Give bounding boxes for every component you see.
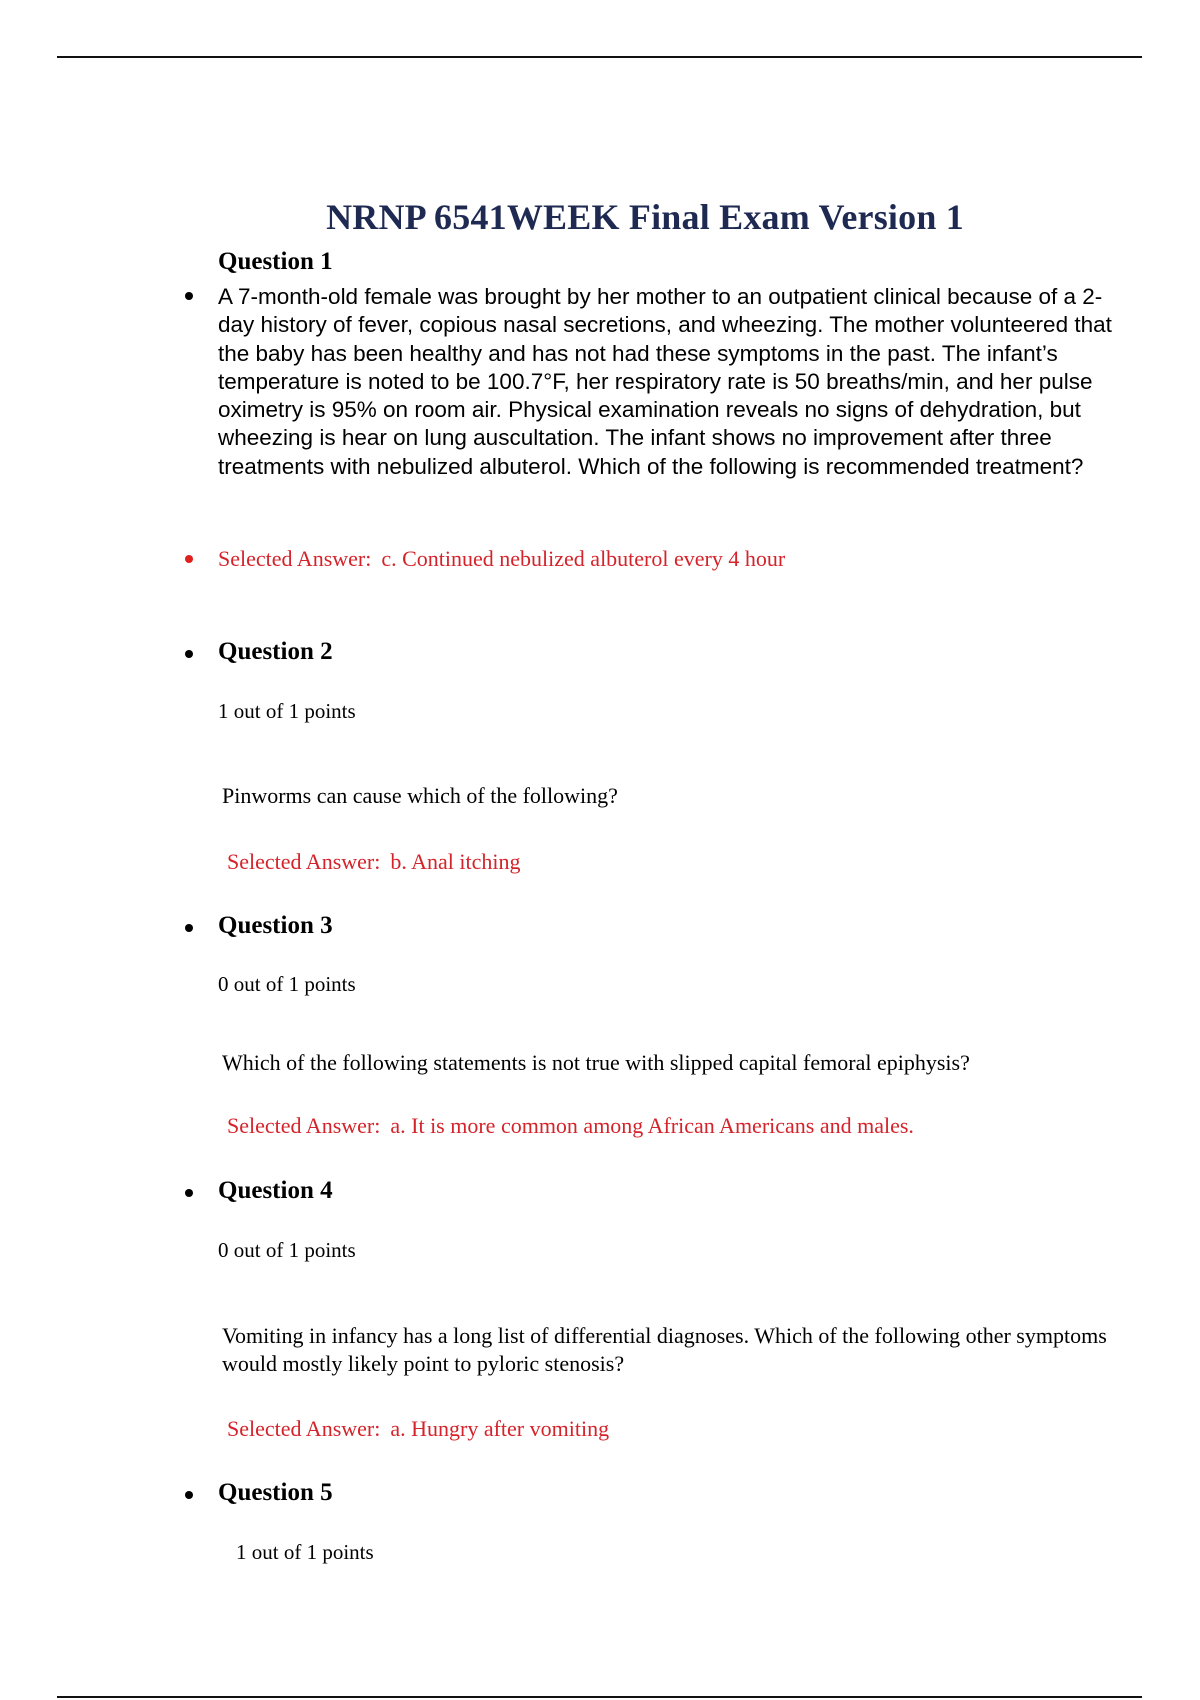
selected-answer-value: a. It is more common among African Americans and males. [390,1113,914,1138]
question-2-text: Pinworms can cause which of the following? [222,783,618,808]
question-3-selected-answer [227,1113,914,1139]
question-2-selected-answer [227,849,521,875]
question-5-heading: Question 5 [218,1479,333,1506]
selected-answer-label: Selected Answer: [227,1113,381,1138]
bullet-icon [185,924,193,932]
question-5-points: 1 out of 1 points [236,1540,374,1564]
question-3-points: 0 out of 1 points [218,972,356,996]
question-2-points: 1 out of 1 points [218,699,356,723]
question-2-heading: Question 2 [218,638,333,665]
selected-answer-value: b. Anal itching [390,849,521,874]
selected-answer-label: Selected Answer: [218,546,372,571]
question-3-text: Which of the following statements is not true with slipped capital femoral epiphysis? [222,1050,970,1075]
question-4-points: 0 out of 1 points [218,1238,356,1262]
bullet-icon [185,292,193,300]
question-4-text: Vomiting in infancy has a long list of differential diagnoses. Which of the following other symptoms would mostly likely point to pyloric stenosis? [222,1323,1107,1376]
question-3-heading: Question 3 [218,912,333,939]
bottom-rule [57,1696,1142,1698]
document-title: NRNP 6541WEEK Final Exam Version 1 [326,197,964,237]
bullet-icon [185,1491,193,1499]
selected-answer-label: Selected Answer: [227,1416,381,1441]
top-rule [57,56,1142,58]
selected-answer-value: a. Hungry after vomiting [390,1416,610,1441]
bullet-icon [185,1189,193,1197]
bullet-icon [185,555,193,563]
selected-answer-label: Selected Answer: [227,849,381,874]
question-1-text: A 7-month-old female was brought by her mother to an outpatient clinical because of a 2-day history of fever, copious nasal secretions, and wheezing. The mother volunteered that the baby has been healthy and has not had these symptoms in the past. The infant’s temperature is noted to be 100.7°F, her respiratory rate is 50 breaths/min, and her pulse oximetry is 95% on room air. Physical examination reveals no signs of dehydration, but wheezing is hear on lung auscultation. The infant shows no improvement after three treatments with nebulized albuterol. Which of the following is recommended treatment? [218,284,1112,479]
question-4-heading: Question 4 [218,1177,333,1204]
question-1-heading: Question 1 [218,248,333,275]
question-4-selected-answer [227,1416,609,1442]
selected-answer-value: c. Continued nebulized albuterol every 4 hour [381,546,786,571]
bullet-icon [185,650,193,658]
question-1-selected-answer [218,546,785,572]
